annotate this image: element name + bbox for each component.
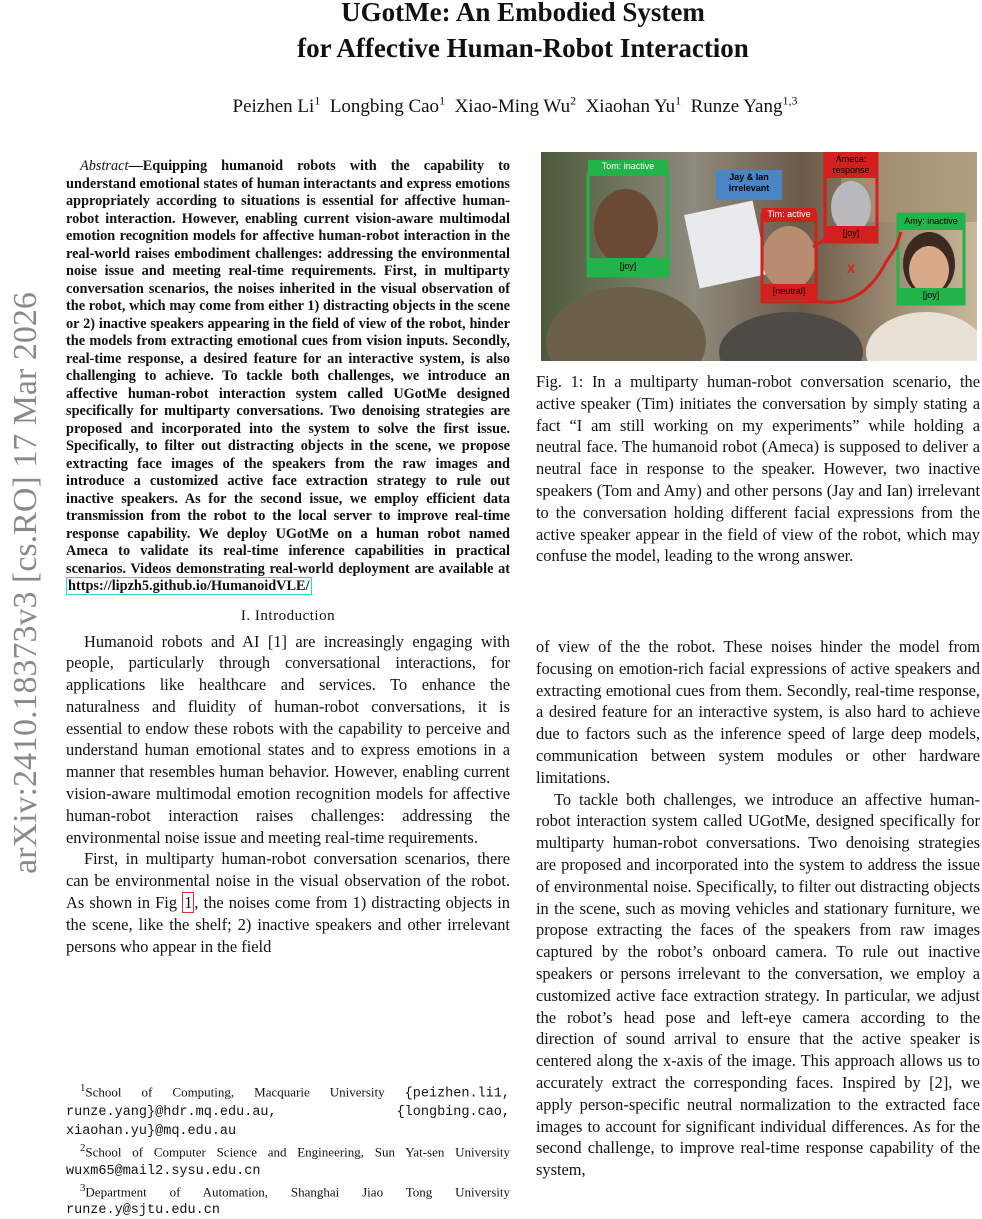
robot-ameca-head (831, 181, 871, 233)
amy-label: Amy: inactive (904, 216, 958, 226)
ameca-label: Ameca: response (832, 154, 870, 175)
arxiv-id: arXiv:2410.18373v3 [cs.RO] 17 Mar 2026 (7, 292, 44, 874)
footnote-2: $^2$School of Computer Science and Engineering, Sun Yat-sen University wuxm65@mail2.sysu.edu.cn (66, 1142, 510, 1179)
footnote-2-email: wuxm65@mail2.sysu.edu.cn (66, 1163, 261, 1179)
person-amy-head (909, 246, 949, 294)
tim-label: Tim: active (767, 209, 811, 219)
person-tom-head (594, 189, 658, 265)
figure-1-caption: Fig. 1: In a multiparty human-robot conversation scenario, the active speaker (Tim) initiates the conversation by simply stating a fact “I am still working on my experiments” while holding a neutral face. The humanoid robot (Ameca) is supposed to deliver a neutral face in response to the speaker. However, two inactive speakers (Tom and Amy) and other persons (Jay and Ian) irrelevant to the conversation holding different facial expressions from the active speaker appear in the field of view of the robot, which may confuse the model, leading to the wrong answer. (536, 372, 980, 566)
footnote-3: $^3$Department of Automation, Shanghai Jiao Tong University runze.y@sjtu.edu.cn (66, 1181, 510, 1218)
tom-emotion: [joy] (619, 261, 637, 271)
paper-title (0, 0, 982, 66)
amy-emotion: [joy] (922, 290, 940, 300)
author: Runze Yang$^{1,3}$ (690, 94, 798, 118)
wrong-answer-mark: X (846, 262, 855, 276)
author: Xiaohan Yu$^1$ (585, 94, 682, 118)
tom-label: Tom: inactive (601, 161, 655, 171)
footnote-1-email: {peizhen.li1, runze.yang}@hdr.mq.edu.au, {longbing.cao, xiaohan.yu}@mq.edu.au (66, 1086, 510, 1140)
title-line-1: UGotMe: An Embodied System (341, 0, 705, 27)
arxiv-stamp (4, 258, 48, 908)
intro-paragraph-3: of view of the the robot. These noises hinder the model from focusing on emotion-rich facial expressions of active speakers and extracting emotional cues from them. Secondly, real-time response, a desired feature for an interactive system, is also hard to achieve due to factors such as the inference speed of large deep models, communication between system modules or other hardware limitations. (536, 637, 980, 787)
tim-emotion: [neutral] (772, 286, 806, 296)
intro-paragraph-4: To tackle both challenges, we introduce an affective human-robot interaction system called UGotMe, designed specifically for multiparty human-robot conversations. Two denoising strategies are proposed and incorporated into the system to address the issue of environmental noise. Specifically, to filter out distracting objects in the scene, such as moving vehicles and stationary furniture, we propose extracting the faces of the speakers from raw images captured by the robot’s onboard camera. To rule out inactive speakers or persons irrelevant to the conversation, we employ a customized active face extraction strategy. In particular, we adjust the robot’s head pose and left-eye camera according to the direction of sound arrival to ensure that the active speaker is centered along the x-axis of the image. This approach allows us to accurately extract the corresponding faces. Inspired by [2], we apply person-specific neutral normalization to the extracted face images to account for significant individual differences. As for the second challenge, to improve real-time response capability of the system, (536, 789, 980, 1180)
author: Xiao-Ming Wu$^2$ (454, 94, 577, 118)
ameca-emotion: [joy] (842, 228, 860, 238)
author-list (0, 94, 982, 118)
figure-ref-link[interactable]: 1 (184, 893, 193, 913)
abstract-text: Equipping humanoid robots with the capability to understand emotional states of human interactants and express emotions appropriately according to situations is essential for affective human-robot interaction. However, enabling current vision-aware multimodal emotion recognition models for affective human-robot interaction in the real-world raises embodiment challenges: addressing the environmental noise issue and meeting real-time requirements. First, in multiparty conversation scenarios, the noises inherited in the visual observation of the robot, which may come from either 1) distracting objects in the scene or 2) inactive speakers appearing in the field of view of the robot, hinder the models from extracting emotional cues from vision inputs. Secondly, real-time response, a desired feature for an interactive system, is also challenging to achieve. To tackle both challenges, we introduce an affective human-robot interaction system called UGotMe designed specifically for multiparty conversations. Two denoising strategies are proposed and incorporated into the system to solve the first issue. Specifically, to filter out distracting objects in the scene, we propose extracting face images of the speakers from the raw images and introduce a customized active face extraction strategy to rule out inactive speakers. As for the second issue, we employ efficient data transmission from the robot to the local server to improve real-time response capability. We deploy UGotMe on a human robot named Ameca to validate its real-time inference capabilities in practical scenarios. Videos demonstrating real-world deployment are available at (66, 158, 510, 577)
author: Peizhen Li$^1$ (232, 94, 321, 118)
abstract-label: Abstract (80, 158, 129, 174)
footnotes (66, 1080, 510, 1219)
person-tim-head (762, 226, 816, 290)
abstract (66, 158, 510, 596)
title-line-2: for Affective Human-Robot Interaction (297, 33, 749, 63)
intro-paragraph-2: First, in multiparty human-robot conversation scenarios, there can be environmental noise in the visual observation of the robot. As shown in Fig 1 , the noises come from 1) distracting objects in the scene, like the shelf; 2) inactive speakers and other irrelevant persons who appear in the field (66, 849, 510, 956)
figure-1-photo (541, 152, 977, 361)
author: Longbing Cao$^1$ (329, 94, 446, 118)
left-column (66, 158, 510, 957)
footnote-1: $^1$School of Computing, Macquarie University {peizhen.li1, runze.yang}@hdr.mq.edu.au, {longbing.cao, xiaohan.yu}@mq.edu.au (66, 1082, 510, 1140)
video-link[interactable]: https://lipzh5.github.io/HumanoidVLE/ (68, 578, 310, 594)
abstract-dash: — (128, 158, 143, 174)
jay-ian-label: Jay & Ian irrelevant (728, 172, 770, 193)
intro-paragraph-1: Humanoid robots and AI [1] are increasingly engaging with people, particularly through conversational interactions, for applications like healthcare and services. To enhance the naturalness and fluidity of human-robot conversations, it is essential to endow these robots with the capability to perceive and understand human emotional states and to express emotions in a manner that resembles human behavior. However, enabling current vision-aware multimodal emotion recognition models for affective human-robot interaction raises challenges: addressing the environmental noise issue and meeting real-time requirements. (66, 631, 510, 847)
section-heading-introduction: I. Introduction (240, 607, 336, 624)
footnote-3-email: runze.y@sjtu.edu.cn (66, 1202, 220, 1218)
right-column (536, 636, 980, 1181)
